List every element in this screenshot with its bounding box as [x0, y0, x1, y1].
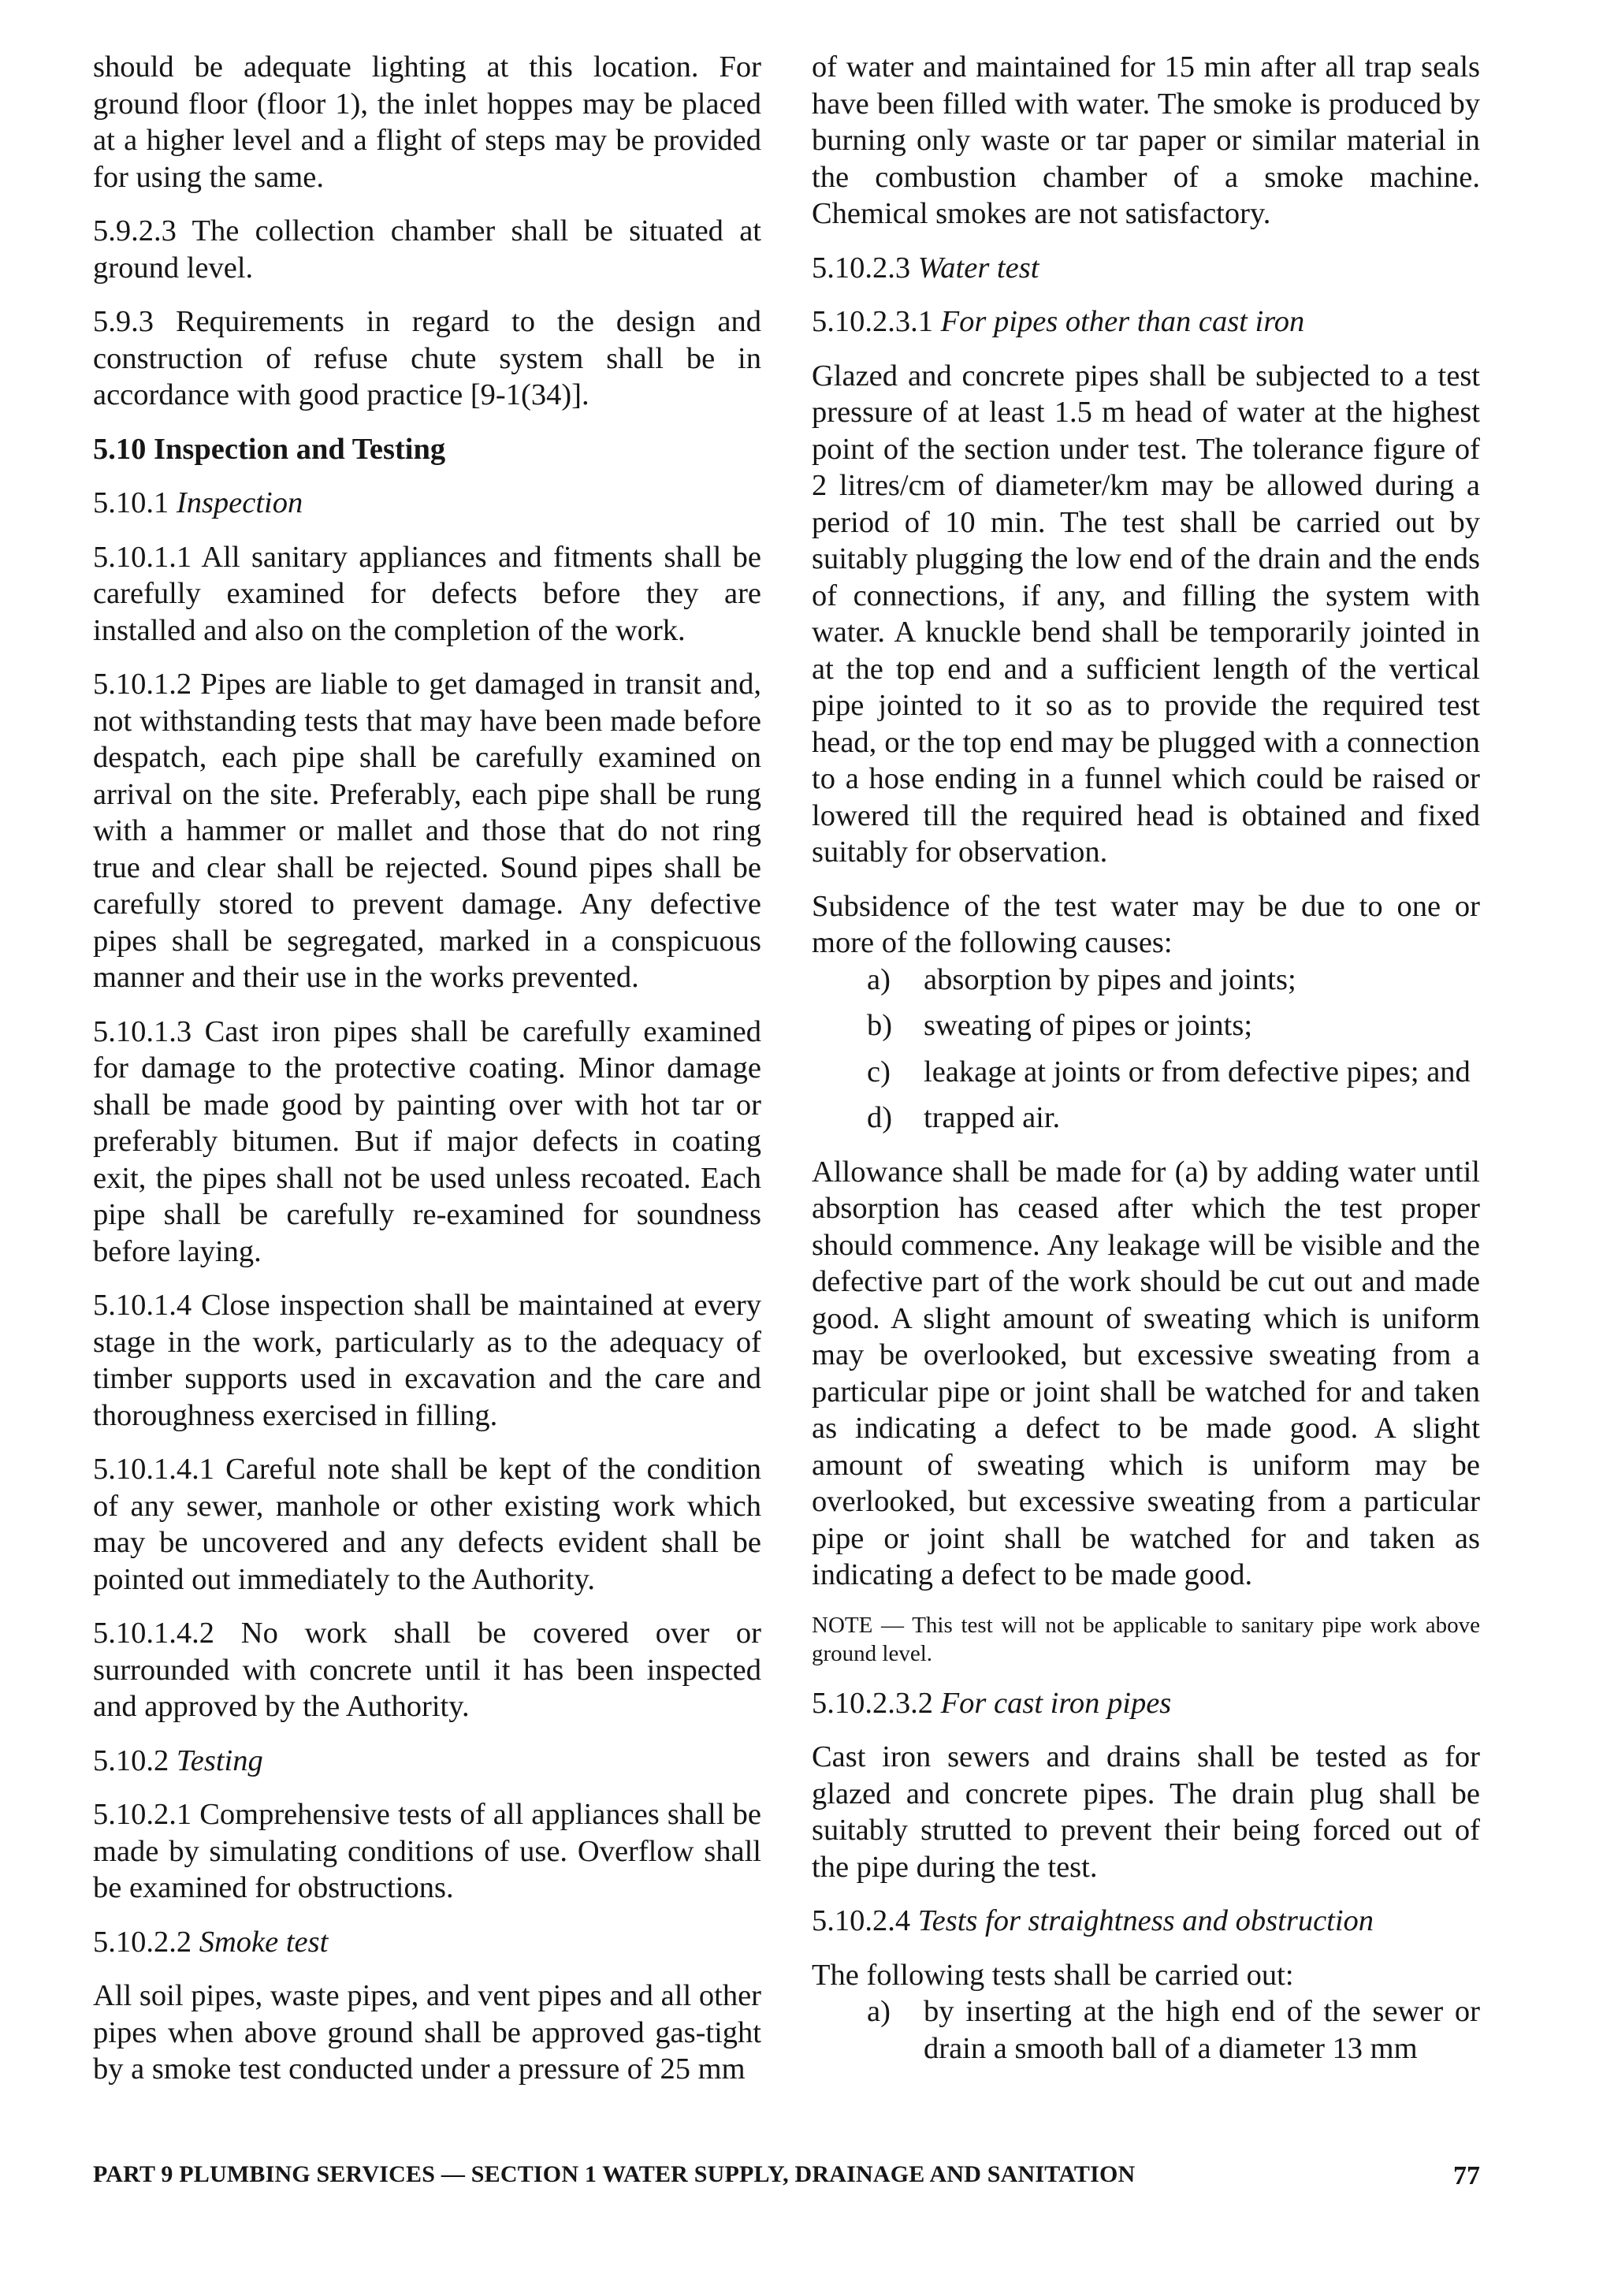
clause-number: 5.10.1.4.1	[93, 1453, 214, 1486]
heading-number: 5.10.2.3	[812, 251, 911, 285]
list-item	[812, 1007, 1480, 1044]
paragraph-glazed-pipes: Glazed and concrete pipes shall be subjected to a test pressure of at least 1.5 m head of water at the highest point of the section under test. The tolerance figure of 2 litres/cm of diameter/km may be allowed during a period of 10 min. The test shall be carried out by suitably plugging the low end of the drain and the ends of connections, if any, and filling the system with water. A knuckle bend shall be temporarily jointed in at the top end and a sufficient length of the vertical pipe jointed to it so as to provide the required test head, or the top end may be plugged with a connection to a hose ending in a funnel which could be raised or lowered till the required head is obtained and fixed suitably for observation.	[812, 359, 1480, 869]
clause-5-9-2-3	[93, 213, 761, 286]
clause-number: 5.10.1.1	[93, 540, 192, 574]
paragraph-allowance: Allowance shall be made for (a) by adding water until absorption has ceased after which the test proper should commence. Any leakage will be visible and the defective part of the work should be cut out and made good. A slight amount of sweating which is uniform may be overlooked, but excessive sweating from a particular pipe or joint shall be watched for and taken as indicating a defect to be made good. A slight amount of sweating which is uniform may be overlooked, but excessive sweating from a particular pipe or joint shall be watched for and taken as indicating a defect to be made good.	[812, 1155, 1480, 1591]
page-footer	[93, 2161, 1480, 2201]
footer-title: PART 9 PLUMBING SERVICES — SECTION 1 WATER SUPPLY, DRAINAGE AND SANITATION	[93, 2161, 1136, 2187]
clause-number: 5.10.1.4.2	[93, 1617, 214, 1650]
list-label: d)	[867, 1101, 893, 1134]
list-item	[812, 962, 1480, 999]
heading-pipes-other-than-cast-iron	[812, 303, 1480, 340]
heading-text: Inspection and Testing	[154, 432, 446, 466]
paragraph-smoke-continued: of water and maintained for 15 min after all trap seals have been filled with water. The smoke is produced by burning only waste or tar paper or similar material in the combustion chamber of a smoke machine. Chemical smokes are not satisfactory.	[812, 50, 1480, 230]
clause-number: 5.9.3	[93, 305, 154, 338]
clause-5-9-3	[93, 303, 761, 414]
heading-testing	[93, 1743, 761, 1780]
paragraph-following-tests: The following tests shall be carried out:	[812, 1958, 1294, 1992]
heading-text: For cast iron pipes	[940, 1686, 1172, 1720]
list-item	[812, 1054, 1480, 1091]
paragraph-cast-iron: Cast iron sewers and drains shall be tested as for glazed and concrete pipes. The drain plug shall be suitably strutted to prevent their being forced out of the pipe during the test.	[812, 1740, 1480, 1884]
list-label: b)	[867, 1009, 893, 1042]
heading-straightness-obstruction	[812, 1903, 1480, 1940]
paragraph-smoke-test: All soil pipes, waste pipes, and vent pipes and all other pipes when above ground shall be approved gas-tight by a smoke test conducted under a pressure of 25 mm	[93, 1979, 761, 2086]
heading-water-test	[812, 250, 1480, 287]
heading-number: 5.10.2.2	[93, 1925, 192, 1959]
clause-text: Careful note shall be kept of the condition of any sewer, manhole or other existing work which may be uncovered and any defects evident shall be pointed out immediately to the Authority.	[93, 1453, 762, 1596]
clause-number: 5.10.1.2	[93, 668, 192, 701]
heading-inspection-testing	[93, 431, 761, 468]
heading-text: Inspection	[176, 486, 303, 519]
heading-text: Testing	[176, 1743, 263, 1777]
clause-5-10-1-4-2	[93, 1615, 761, 1725]
paragraph-lighting: should be adequate lighting at this location. For ground floor (floor 1), the inlet hoppes may be placed at a higher level and a flight of steps may be provided for using the same.	[93, 50, 761, 194]
heading-cast-iron-pipes	[812, 1685, 1480, 1722]
clause-text: Requirements in regard to the design and construction of refuse chute system shall be in accordance with good practice [9-1(34)].	[93, 305, 761, 411]
list-label: c)	[867, 1055, 891, 1088]
clause-text: Close inspection shall be maintained at every stage in the work, particularly as to the adequacy of timber supports used in excavation and the care and thoroughness exercised in filling.	[93, 1289, 761, 1432]
heading-text: For pipes other than cast iron	[940, 305, 1305, 338]
list-text: by inserting at the high end of the sewer or drain a smooth ball of a diameter 13 mm	[924, 1995, 1480, 2065]
clause-5-10-1-1	[93, 539, 761, 649]
clause-5-10-1-4	[93, 1287, 761, 1434]
list-text: trapped air.	[924, 1101, 1061, 1134]
heading-number: 5.10	[93, 432, 147, 466]
heading-number: 5.10.2.3.1	[812, 305, 933, 338]
clause-number: 5.10.1.3	[93, 1014, 192, 1048]
paragraph-subsidence: Subsidence of the test water may be due to one or more of the following causes:	[812, 889, 1480, 959]
clause-text: Pipes are liable to get damaged in transit and, not withstanding tests that may have been made before despatch, each pipe shall be carefully examined on arrival on the site. Preferably, each pipe shall be rung with a hammer or mallet and those that do not ring true and clear shall be rejected. Sound pipes shall be carefully stored to prevent damage. Any defective pipes shall be segregated, marked in a conspicuous manner and their use in the works prevented.	[93, 668, 762, 994]
list-item	[812, 1100, 1480, 1137]
list-label: a)	[867, 962, 891, 996]
clause-text: No work shall be covered over or surrounded with concrete until it has been inspected and approved by the Authority.	[93, 1617, 762, 1723]
clause-5-10-1-3	[93, 1014, 761, 1271]
clause-number: 5.10.1.4	[93, 1289, 192, 1322]
clause-5-10-2-1	[93, 1796, 761, 1907]
heading-text: Smoke test	[199, 1925, 329, 1959]
page-number: 77	[1453, 2161, 1480, 2190]
clause-text: Cast iron pipes shall be carefully examined for damage to the protective coating. Minor damage shall be made good by painting over with hot tar or preferably bitumen. But if major defects in coating exit, the pipes shall not be used unless recoated. Each pipe shall be carefully re-examined for soundness before laying.	[93, 1014, 762, 1268]
list-item	[812, 1993, 1480, 2067]
clause-5-10-1-2	[93, 666, 761, 996]
right-column	[812, 49, 1480, 2067]
heading-number: 5.10.2	[93, 1743, 169, 1777]
list-text: sweating of pipes or joints;	[924, 1009, 1253, 1042]
heading-text: Tests for straightness and obstruction	[917, 1904, 1374, 1937]
heading-number: 5.10.2.4	[812, 1904, 911, 1937]
list-label: a)	[867, 1995, 891, 2028]
clause-text: The collection chamber shall be situated at ground level.	[93, 214, 761, 285]
heading-text: Water test	[917, 251, 1039, 285]
heading-number: 5.10.2.3.2	[812, 1686, 933, 1720]
heading-smoke-test	[93, 1924, 761, 1961]
list-text: leakage at joints or from defective pipes; and	[924, 1055, 1471, 1088]
clause-text: All sanitary appliances and fitments shall be carefully examined for defects before they are installed and also on the completion of the work.	[93, 540, 761, 647]
clause-5-10-1-4-1	[93, 1451, 761, 1598]
clause-number: 5.9.2.3	[93, 214, 177, 247]
causes-list	[812, 962, 1480, 1137]
clause-text: Comprehensive tests of all appliances shall be made by simulating conditions of use. Overflow shall be examined for obstructions.	[93, 1798, 762, 1904]
left-column	[93, 49, 761, 2088]
heading-inspection	[93, 485, 761, 522]
heading-number: 5.10.1	[93, 486, 169, 519]
tests-list	[812, 1993, 1480, 2067]
list-text: absorption by pipes and joints;	[924, 962, 1296, 996]
note: NOTE — This test will not be applicable to sanitary pipe work above ground level.	[812, 1612, 1480, 1666]
clause-number: 5.10.2.1	[93, 1798, 192, 1831]
